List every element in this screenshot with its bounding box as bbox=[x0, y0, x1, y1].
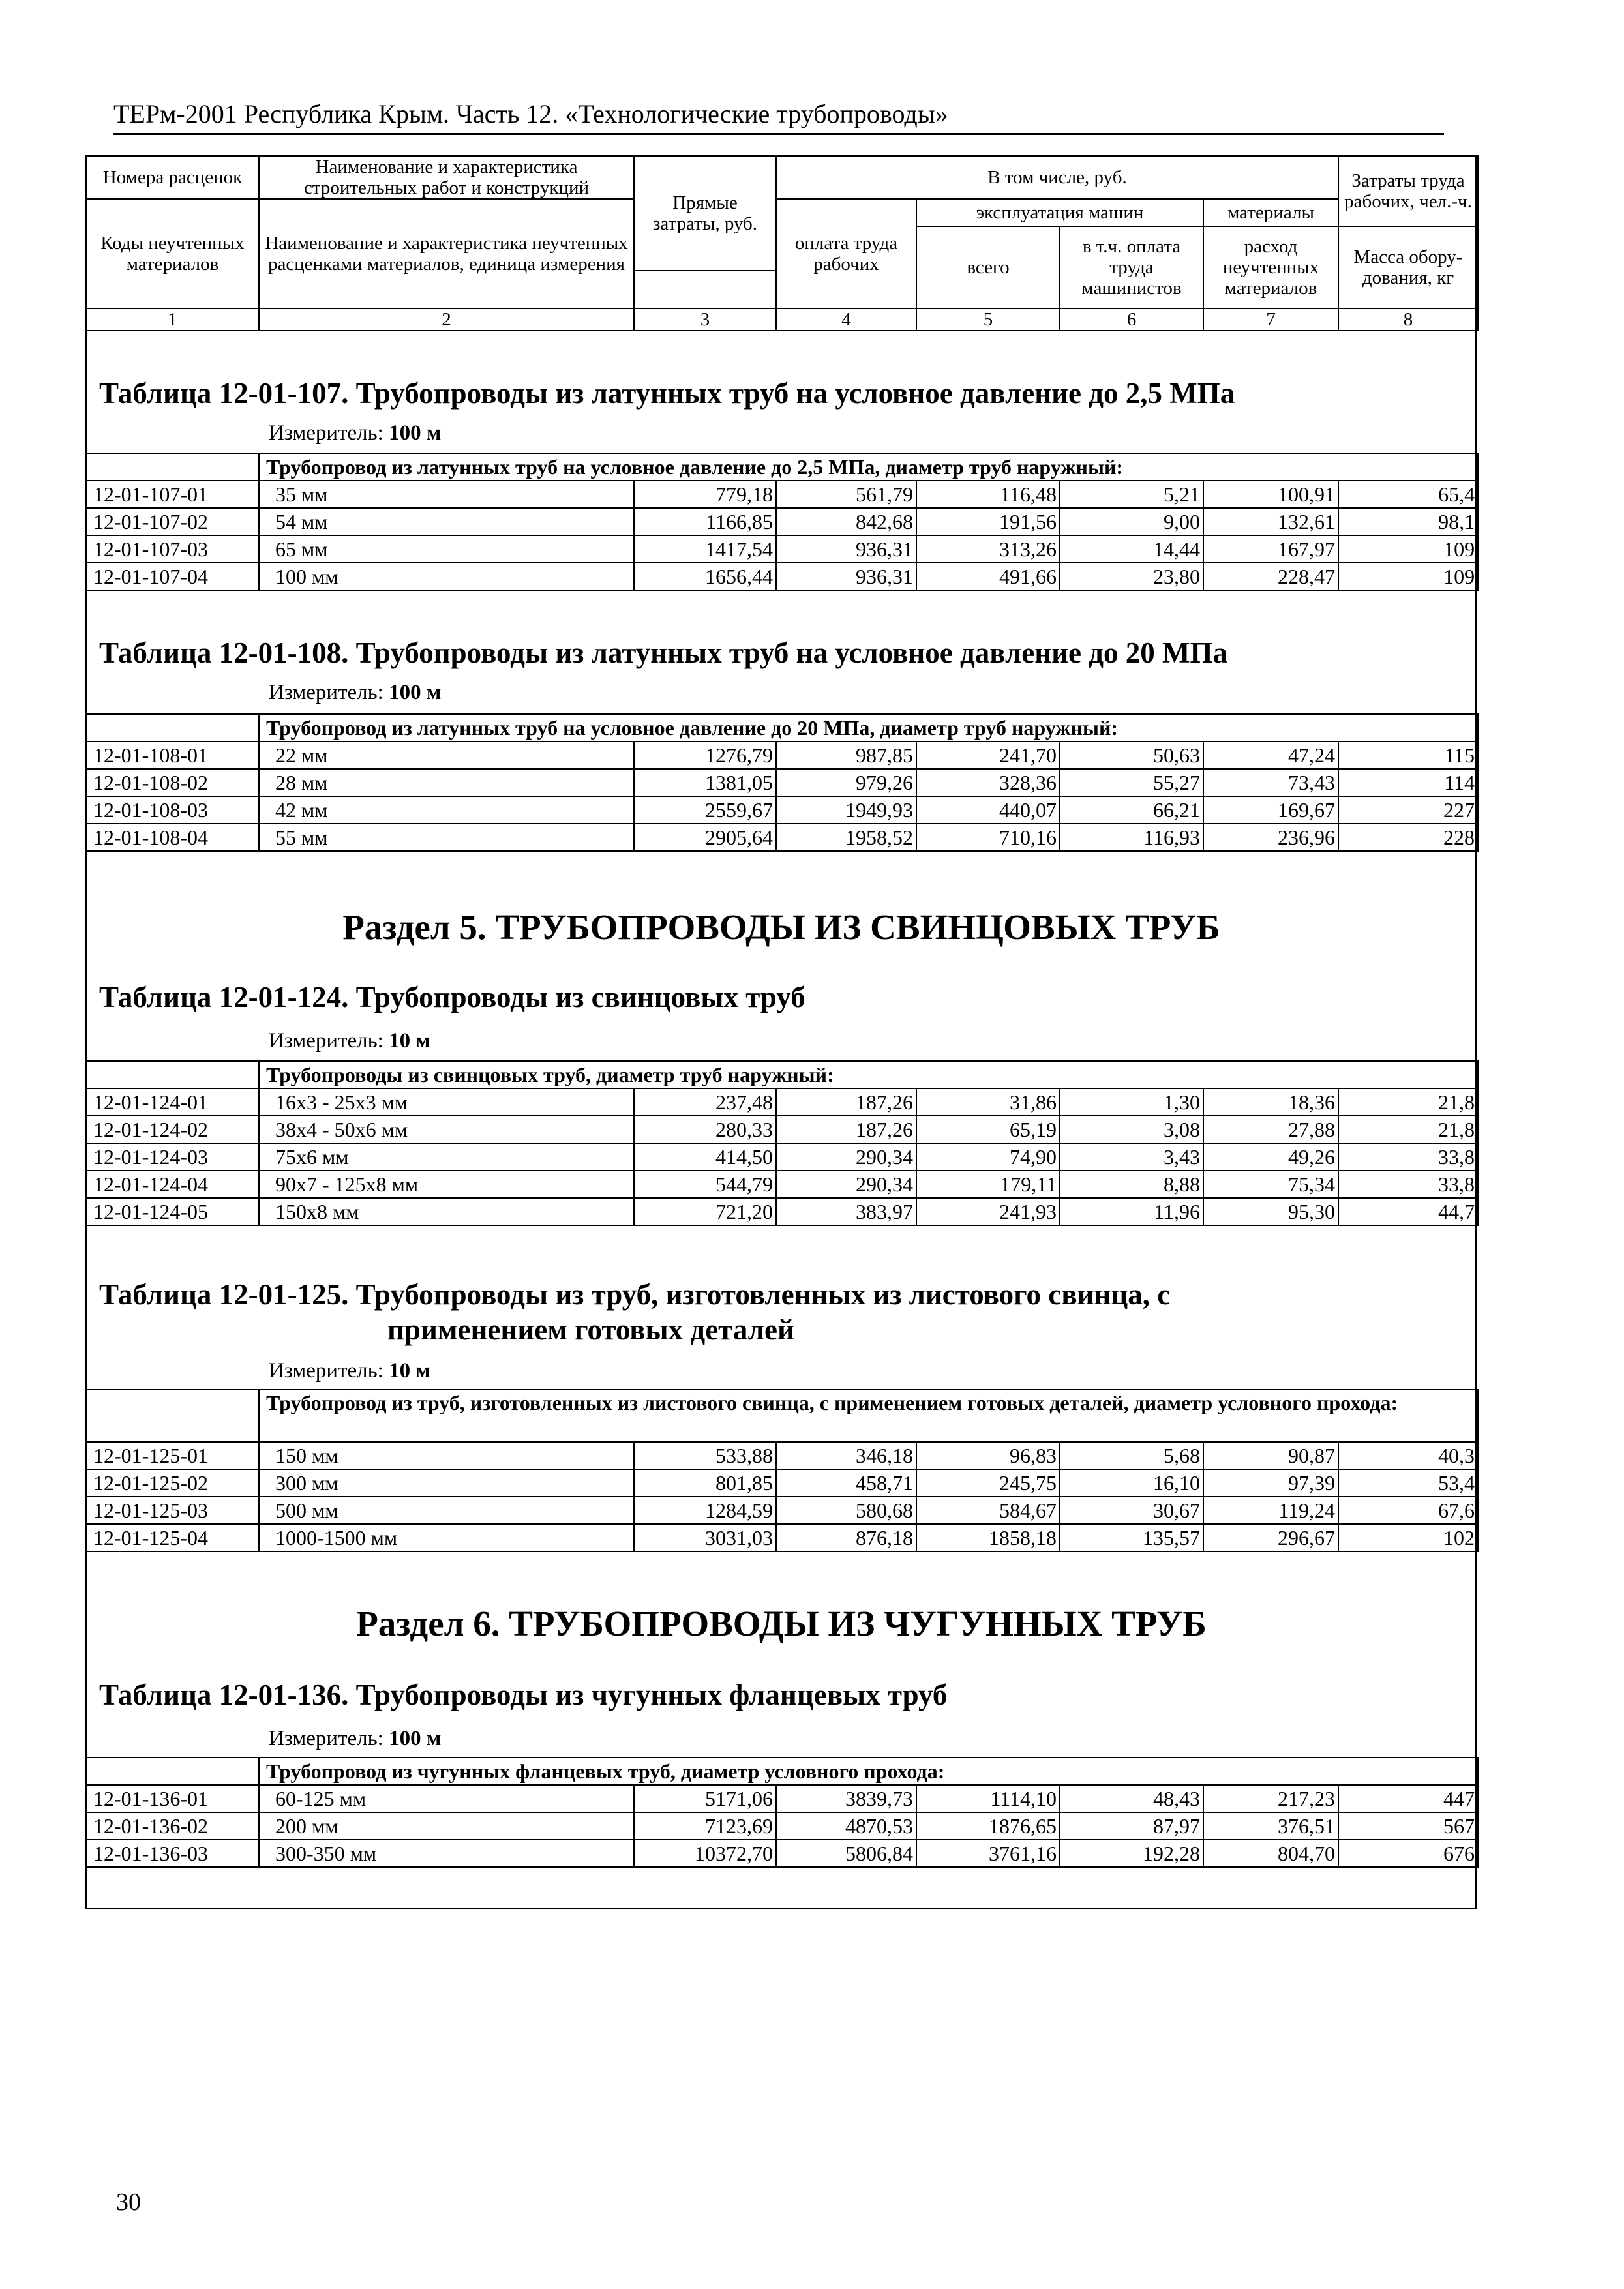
labor-hours: 65,4 bbox=[1338, 481, 1478, 508]
meter-line: Измеритель: 100 м bbox=[269, 421, 442, 445]
labor-hours: 44,7 bbox=[1338, 1198, 1478, 1225]
rates-table bbox=[85, 1060, 1479, 1226]
material-cost: 132,61 bbox=[1203, 508, 1338, 535]
direct-cost: 544,79 bbox=[634, 1171, 776, 1198]
rate-code: 12-01-124-02 bbox=[86, 1116, 259, 1143]
col-1-header: Номера расценок bbox=[86, 156, 259, 199]
labor-cost: 1949,93 bbox=[776, 796, 916, 824]
direct-cost: 5171,06 bbox=[634, 1785, 776, 1812]
col-4-header: оплата труда рабочих bbox=[776, 199, 916, 308]
col-8-header: Затраты труда рабочих, чел.-ч. bbox=[1338, 156, 1478, 226]
labor-hours: 115 bbox=[1338, 741, 1478, 769]
labor-hours: 109 bbox=[1338, 563, 1478, 590]
machine-cost: 116,48 bbox=[916, 481, 1060, 508]
machine-cost: 191,56 bbox=[916, 508, 1060, 535]
machine-cost: 328,36 bbox=[916, 769, 1060, 796]
labor-cost: 979,26 bbox=[776, 769, 916, 796]
labor-hours: 53,4 bbox=[1338, 1469, 1478, 1497]
labor-cost: 5806,84 bbox=[776, 1840, 916, 1867]
machine-cost: 1876,65 bbox=[916, 1812, 1060, 1840]
col-7-header: расход неучтенных материалов bbox=[1203, 226, 1338, 308]
labor-hours: 21,8 bbox=[1338, 1116, 1478, 1143]
machine-cost: 3761,16 bbox=[916, 1840, 1060, 1867]
work-name: 60-125 мм bbox=[259, 1785, 634, 1812]
labor-cost: 876,18 bbox=[776, 1524, 916, 1551]
intro-spacer bbox=[86, 1390, 259, 1442]
table-row bbox=[86, 1442, 1478, 1469]
labor-cost: 187,26 bbox=[776, 1088, 916, 1116]
direct-cost: 1284,59 bbox=[634, 1497, 776, 1524]
material-cost: 217,23 bbox=[1203, 1785, 1338, 1812]
table-row bbox=[86, 1198, 1478, 1225]
work-name: 200 мм bbox=[259, 1812, 634, 1840]
column-number: 1 bbox=[86, 308, 259, 331]
rate-code: 12-01-136-02 bbox=[86, 1812, 259, 1840]
material-cost: 18,36 bbox=[1203, 1088, 1338, 1116]
machine-cost: 491,66 bbox=[916, 563, 1060, 590]
machine-cost: 65,19 bbox=[916, 1116, 1060, 1143]
work-name: 300 мм bbox=[259, 1469, 634, 1497]
intro-spacer bbox=[86, 1758, 259, 1785]
work-name: 55 мм bbox=[259, 824, 634, 851]
page-number: 30 bbox=[116, 2189, 141, 2216]
meter-line: Измеритель: 100 м bbox=[269, 1727, 442, 1750]
rates-table bbox=[85, 713, 1479, 852]
rate-code: 12-01-124-01 bbox=[86, 1088, 259, 1116]
table-row bbox=[86, 741, 1478, 769]
section-title: Раздел 6. ТРУБОПРОВОДЫ ИЗ ЧУГУННЫХ ТРУБ bbox=[356, 1604, 1207, 1643]
rate-code: 12-01-125-04 bbox=[86, 1524, 259, 1551]
labor-cost: 936,31 bbox=[776, 535, 916, 563]
work-name: 90х7 - 125х8 мм bbox=[259, 1171, 634, 1198]
rate-code: 12-01-125-01 bbox=[86, 1442, 259, 1469]
column-header-table bbox=[85, 155, 1479, 331]
operator-cost: 8,88 bbox=[1060, 1171, 1203, 1198]
direct-cost: 1381,05 bbox=[634, 769, 776, 796]
material-cost: 27,88 bbox=[1203, 1116, 1338, 1143]
rate-code: 12-01-125-03 bbox=[86, 1497, 259, 1524]
direct-cost: 1656,44 bbox=[634, 563, 776, 590]
table-intro: Трубопровод из латунных труб на условное давление до 2,5 МПа, диаметр труб наружный: bbox=[259, 453, 1478, 481]
column-number: 4 bbox=[776, 308, 916, 331]
table-intro: Трубопровод из труб, изготовленных из листового свинца, с применением готовых деталей, диаметр условного прохода: bbox=[259, 1390, 1478, 1442]
col-1-subheader: Коды неучтенных материалов bbox=[86, 199, 259, 308]
table-title: Таблица 12-01-108. Трубопроводы из латунных труб на условное давление до 20 МПа bbox=[99, 636, 1228, 669]
direct-cost: 533,88 bbox=[634, 1442, 776, 1469]
rate-code: 12-01-124-03 bbox=[86, 1143, 259, 1171]
material-cost: 100,91 bbox=[1203, 481, 1338, 508]
table-title: Таблица 12-01-124. Трубопроводы из свинцовых труб bbox=[99, 981, 805, 1013]
labor-hours: 98,1 bbox=[1338, 508, 1478, 535]
work-name: 35 мм bbox=[259, 481, 634, 508]
column-number: 2 bbox=[259, 308, 634, 331]
table-row bbox=[86, 1116, 1478, 1143]
material-cost: 167,97 bbox=[1203, 535, 1338, 563]
operator-cost: 1,30 bbox=[1060, 1088, 1203, 1116]
table-row bbox=[86, 1143, 1478, 1171]
table-row bbox=[86, 1469, 1478, 1497]
labor-hours: 227 bbox=[1338, 796, 1478, 824]
labor-hours: 228 bbox=[1338, 824, 1478, 851]
labor-hours: 40,3 bbox=[1338, 1442, 1478, 1469]
operator-cost: 192,28 bbox=[1060, 1840, 1203, 1867]
machine-cost: 1114,10 bbox=[916, 1785, 1060, 1812]
work-name: 38х4 - 50х6 мм bbox=[259, 1116, 634, 1143]
column-number: 5 bbox=[916, 308, 1060, 331]
machine-cost: 584,67 bbox=[916, 1497, 1060, 1524]
rate-code: 12-01-124-04 bbox=[86, 1171, 259, 1198]
col-6-header: в т.ч. оплата труда машинистов bbox=[1060, 226, 1203, 308]
material-cost: 228,47 bbox=[1203, 563, 1338, 590]
machine-cost: 31,86 bbox=[916, 1088, 1060, 1116]
table-title: Таблица 12-01-125. Трубопроводы из труб, изготовленных из листового свинца, с применением готовых деталей bbox=[99, 1278, 1171, 1346]
work-name: 300-350 мм bbox=[259, 1840, 634, 1867]
operator-cost: 11,96 bbox=[1060, 1198, 1203, 1225]
material-cost: 296,67 bbox=[1203, 1524, 1338, 1551]
machines-header: эксплуатация машин bbox=[916, 199, 1203, 226]
operator-cost: 3,43 bbox=[1060, 1143, 1203, 1171]
rate-code: 12-01-107-02 bbox=[86, 508, 259, 535]
material-cost: 376,51 bbox=[1203, 1812, 1338, 1840]
operator-cost: 16,10 bbox=[1060, 1469, 1203, 1497]
operator-cost: 48,43 bbox=[1060, 1785, 1203, 1812]
rate-code: 12-01-125-02 bbox=[86, 1469, 259, 1497]
intro-spacer bbox=[86, 714, 259, 741]
table-intro-row bbox=[86, 1758, 1478, 1785]
rate-code: 12-01-136-03 bbox=[86, 1840, 259, 1867]
table-row bbox=[86, 1088, 1478, 1116]
table-row bbox=[86, 1497, 1478, 1524]
labor-hours: 33,8 bbox=[1338, 1143, 1478, 1171]
labor-hours: 33,8 bbox=[1338, 1171, 1478, 1198]
material-cost: 90,87 bbox=[1203, 1442, 1338, 1469]
material-cost: 75,34 bbox=[1203, 1171, 1338, 1198]
machine-cost: 241,93 bbox=[916, 1198, 1060, 1225]
labor-hours: 102 bbox=[1338, 1524, 1478, 1551]
table-row bbox=[86, 796, 1478, 824]
rates-table bbox=[85, 1757, 1479, 1868]
work-name: 150 мм bbox=[259, 1442, 634, 1469]
table-intro: Трубопроводы из свинцовых труб, диаметр труб наружный: bbox=[259, 1061, 1478, 1088]
material-cost: 169,67 bbox=[1203, 796, 1338, 824]
direct-cost: 1166,85 bbox=[634, 508, 776, 535]
operator-cost: 87,97 bbox=[1060, 1812, 1203, 1840]
labor-cost: 458,71 bbox=[776, 1469, 916, 1497]
table-intro: Трубопровод из латунных труб на условное давление до 20 МПа, диаметр труб наружный: bbox=[259, 714, 1478, 741]
labor-cost: 290,34 bbox=[776, 1171, 916, 1198]
operator-cost: 9,00 bbox=[1060, 508, 1203, 535]
machine-cost: 96,83 bbox=[916, 1442, 1060, 1469]
labor-cost: 4870,53 bbox=[776, 1812, 916, 1840]
table-intro-row bbox=[86, 453, 1478, 481]
col-8-subheader: Масса обору-дования, кг bbox=[1338, 226, 1478, 308]
column-number: 3 bbox=[634, 308, 776, 331]
table-row bbox=[86, 1524, 1478, 1551]
work-name: 54 мм bbox=[259, 508, 634, 535]
materials-header: материалы bbox=[1203, 199, 1338, 226]
meter-line: Измеритель: 100 м bbox=[269, 681, 442, 704]
rates-table bbox=[85, 1389, 1479, 1552]
rate-code: 12-01-108-04 bbox=[86, 824, 259, 851]
table-row bbox=[86, 535, 1478, 563]
work-name: 150х8 мм bbox=[259, 1198, 634, 1225]
group-header: В том числе, руб. bbox=[776, 156, 1338, 199]
direct-cost: 1276,79 bbox=[634, 741, 776, 769]
rate-code: 12-01-107-03 bbox=[86, 535, 259, 563]
work-name: 75х6 мм bbox=[259, 1143, 634, 1171]
labor-hours: 567 bbox=[1338, 1812, 1478, 1840]
work-name: 28 мм bbox=[259, 769, 634, 796]
labor-cost: 383,97 bbox=[776, 1198, 916, 1225]
material-cost: 804,70 bbox=[1203, 1840, 1338, 1867]
column-number: 8 bbox=[1338, 308, 1478, 331]
intro-spacer bbox=[86, 1061, 259, 1088]
labor-cost: 187,26 bbox=[776, 1116, 916, 1143]
material-cost: 119,24 bbox=[1203, 1497, 1338, 1524]
table-title: Таблица 12-01-107. Трубопроводы из латунных труб на условное давление до 2,5 МПа bbox=[99, 377, 1235, 410]
column-number: 6 bbox=[1060, 308, 1203, 331]
direct-cost: 779,18 bbox=[634, 481, 776, 508]
operator-cost: 50,63 bbox=[1060, 741, 1203, 769]
machine-cost: 313,26 bbox=[916, 535, 1060, 563]
labor-cost: 290,34 bbox=[776, 1143, 916, 1171]
table-row bbox=[86, 1812, 1478, 1840]
table-row bbox=[86, 481, 1478, 508]
material-cost: 97,39 bbox=[1203, 1469, 1338, 1497]
machine-cost: 710,16 bbox=[916, 824, 1060, 851]
table-intro: Трубопровод из чугунных фланцевых труб, диаметр условного прохода: bbox=[259, 1758, 1478, 1785]
operator-cost: 55,27 bbox=[1060, 769, 1203, 796]
operator-cost: 14,44 bbox=[1060, 535, 1203, 563]
operator-cost: 135,57 bbox=[1060, 1524, 1203, 1551]
table-intro-row bbox=[86, 1061, 1478, 1088]
direct-cost: 801,85 bbox=[634, 1469, 776, 1497]
material-cost: 236,96 bbox=[1203, 824, 1338, 851]
machine-cost: 1858,18 bbox=[916, 1524, 1060, 1551]
labor-hours: 109 bbox=[1338, 535, 1478, 563]
direct-cost: 1417,54 bbox=[634, 535, 776, 563]
col-3-spacer bbox=[634, 271, 776, 308]
work-name: 65 мм bbox=[259, 535, 634, 563]
table-row bbox=[86, 1171, 1478, 1198]
rate-code: 12-01-108-01 bbox=[86, 741, 259, 769]
material-cost: 49,26 bbox=[1203, 1143, 1338, 1171]
table-row bbox=[86, 1840, 1478, 1867]
col-5-header: всего bbox=[916, 226, 1060, 308]
work-name: 22 мм bbox=[259, 741, 634, 769]
rate-code: 12-01-136-01 bbox=[86, 1785, 259, 1812]
work-name: 16х3 - 25х3 мм bbox=[259, 1088, 634, 1116]
section-title: Раздел 5. ТРУБОПРОВОДЫ ИЗ СВИНЦОВЫХ ТРУБ bbox=[342, 907, 1220, 947]
table-row bbox=[86, 769, 1478, 796]
table-row bbox=[86, 508, 1478, 535]
direct-cost: 414,50 bbox=[634, 1143, 776, 1171]
direct-cost: 280,33 bbox=[634, 1116, 776, 1143]
machine-cost: 440,07 bbox=[916, 796, 1060, 824]
direct-cost: 7123,69 bbox=[634, 1812, 776, 1840]
machine-cost: 245,75 bbox=[916, 1469, 1060, 1497]
operator-cost: 5,68 bbox=[1060, 1442, 1203, 1469]
table-row bbox=[86, 824, 1478, 851]
operator-cost: 66,21 bbox=[1060, 796, 1203, 824]
labor-hours: 114 bbox=[1338, 769, 1478, 796]
operator-cost: 3,08 bbox=[1060, 1116, 1203, 1143]
material-cost: 47,24 bbox=[1203, 741, 1338, 769]
direct-cost: 2905,64 bbox=[634, 824, 776, 851]
direct-cost: 237,48 bbox=[634, 1088, 776, 1116]
page-header: ТЕРм-2001 Республика Крым. Часть 12. «Технологические трубопроводы» bbox=[113, 99, 1444, 135]
labor-cost: 580,68 bbox=[776, 1497, 916, 1524]
material-cost: 95,30 bbox=[1203, 1198, 1338, 1225]
rate-code: 12-01-108-03 bbox=[86, 796, 259, 824]
table-intro-row bbox=[86, 714, 1478, 741]
labor-hours: 676 bbox=[1338, 1840, 1478, 1867]
col-3-header: Прямые затраты, руб. bbox=[634, 156, 776, 271]
operator-cost: 5,21 bbox=[1060, 481, 1203, 508]
rate-code: 12-01-108-02 bbox=[86, 769, 259, 796]
column-number: 7 bbox=[1203, 308, 1338, 331]
operator-cost: 30,67 bbox=[1060, 1497, 1203, 1524]
labor-hours: 21,8 bbox=[1338, 1088, 1478, 1116]
rate-code: 12-01-107-04 bbox=[86, 563, 259, 590]
labor-cost: 842,68 bbox=[776, 508, 916, 535]
intro-spacer bbox=[86, 453, 259, 481]
labor-hours: 447 bbox=[1338, 1785, 1478, 1812]
meter-line: Измеритель: 10 м bbox=[269, 1029, 430, 1053]
direct-cost: 2559,67 bbox=[634, 796, 776, 824]
direct-cost: 721,20 bbox=[634, 1198, 776, 1225]
col-2-header: Наименование и характеристика строительных работ и конструкций bbox=[259, 156, 634, 199]
table-row bbox=[86, 1785, 1478, 1812]
rates-table bbox=[85, 453, 1479, 591]
labor-cost: 561,79 bbox=[776, 481, 916, 508]
labor-cost: 3839,73 bbox=[776, 1785, 916, 1812]
work-name: 100 мм bbox=[259, 563, 634, 590]
labor-hours: 67,6 bbox=[1338, 1497, 1478, 1524]
labor-cost: 936,31 bbox=[776, 563, 916, 590]
meter-line: Измеритель: 10 м bbox=[269, 1359, 430, 1383]
table-title: Таблица 12-01-136. Трубопроводы из чугунных фланцевых труб bbox=[99, 1679, 948, 1711]
direct-cost: 3031,03 bbox=[634, 1524, 776, 1551]
direct-cost: 10372,70 bbox=[634, 1840, 776, 1867]
col-2-subheader: Наименование и характеристика неучтенных расценками материалов, единица измерения bbox=[259, 199, 634, 308]
material-cost: 73,43 bbox=[1203, 769, 1338, 796]
operator-cost: 23,80 bbox=[1060, 563, 1203, 590]
machine-cost: 179,11 bbox=[916, 1171, 1060, 1198]
labor-cost: 346,18 bbox=[776, 1442, 916, 1469]
table-intro-row bbox=[86, 1390, 1478, 1442]
operator-cost: 116,93 bbox=[1060, 824, 1203, 851]
work-name: 500 мм bbox=[259, 1497, 634, 1524]
rate-code: 12-01-124-05 bbox=[86, 1198, 259, 1225]
work-name: 42 мм bbox=[259, 796, 634, 824]
machine-cost: 74,90 bbox=[916, 1143, 1060, 1171]
machine-cost: 241,70 bbox=[916, 741, 1060, 769]
labor-cost: 987,85 bbox=[776, 741, 916, 769]
labor-cost: 1958,52 bbox=[776, 824, 916, 851]
rate-code: 12-01-107-01 bbox=[86, 481, 259, 508]
table-row bbox=[86, 563, 1478, 590]
work-name: 1000-1500 мм bbox=[259, 1524, 634, 1551]
